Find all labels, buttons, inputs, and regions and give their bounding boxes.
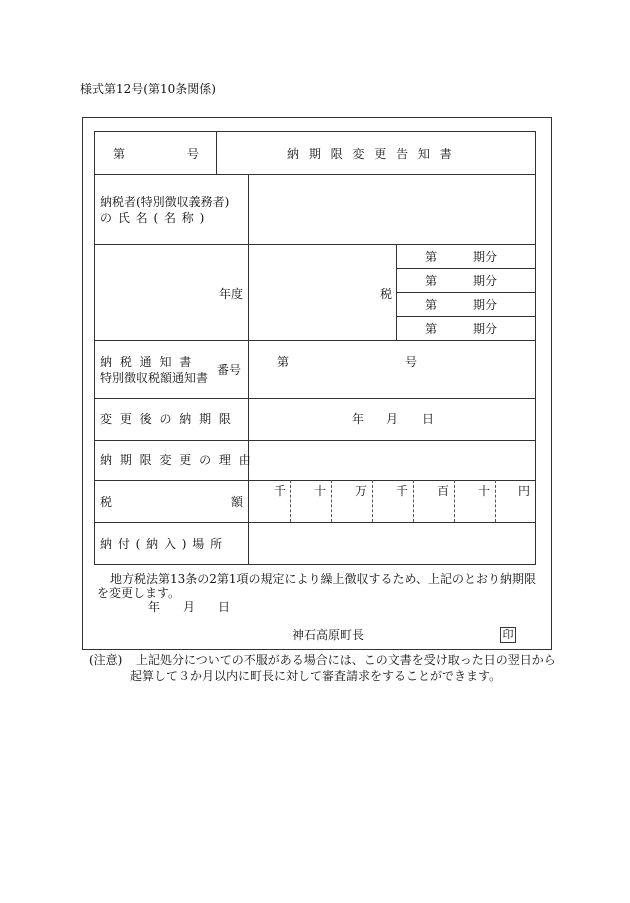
bango-label: 番号: [217, 363, 242, 377]
seal-mark: 印: [500, 627, 516, 643]
digit-separator: [331, 480, 332, 522]
period-1: 第 期分: [425, 250, 498, 264]
period-divider: [396, 316, 536, 317]
taxpayer-label-line1: 納税者(特別徴収義務者): [100, 195, 230, 209]
digit-separator: [413, 480, 414, 522]
period-2: 第 期分: [425, 274, 498, 288]
note-line2: 起算して３か月以内に町長に対して審査請求をすることができます。: [130, 669, 502, 683]
tax-amount-label-left: 税: [100, 495, 113, 509]
deadline-tsuki: 月: [386, 412, 399, 426]
digit-separator: [290, 480, 291, 522]
note-line1: 上記処分についての不服がある場合には、この文書を受け取った日の翌日から: [136, 653, 556, 667]
tax-amount-label-right: 額: [231, 495, 244, 509]
taxpayer-label-line2: の 氏 名 ( 名 称 ): [100, 211, 206, 225]
notice-dai: 第: [277, 355, 290, 369]
row-divider: [94, 522, 536, 523]
unit-jyu-man: 十: [314, 484, 327, 498]
notice-label-line2: 特別徴収税額通知書: [100, 371, 209, 385]
issuer-name: 神石高原町長: [292, 628, 365, 642]
label-column-divider: [248, 174, 249, 565]
number-dai-label: 第: [113, 147, 126, 161]
period-4: 第 期分: [425, 322, 498, 336]
new-deadline-label: 変 更 後 の 納 期 限: [100, 412, 233, 426]
payment-place-label: 納 付 ( 納 入 ) 場 所: [100, 537, 224, 551]
digit-separator: [454, 480, 455, 522]
statement-line1: 地方税法第13条の2第1項の規定により繰上徴収するため、上記のとおり納期限: [110, 572, 537, 586]
period-divider: [396, 292, 536, 293]
row-divider: [94, 340, 536, 341]
period-3: 第 期分: [425, 298, 498, 312]
header-divider: [216, 131, 217, 174]
deadline-nen: 年: [352, 412, 365, 426]
row-divider: [94, 398, 536, 399]
period-divider: [396, 268, 536, 269]
row-divider: [94, 174, 536, 175]
document-title: 納 期 限 変 更 告 知 書: [287, 147, 455, 161]
note-label: (注意): [89, 653, 123, 667]
row-divider: [94, 244, 536, 245]
statement-date-tsuki: 月: [183, 600, 196, 614]
unit-jyu: 十: [478, 484, 491, 498]
digit-separator: [372, 480, 373, 522]
unit-en: 円: [518, 484, 531, 498]
unit-sen: 千: [396, 484, 409, 498]
number-go-label: 号: [187, 147, 200, 161]
unit-man: 万: [355, 484, 368, 498]
deadline-hi: 日: [422, 412, 435, 426]
zei-label: 税: [380, 287, 393, 301]
notice-go: 号: [405, 355, 418, 369]
unit-hyaku: 百: [437, 484, 450, 498]
form-id: 様式第12号(第10条関係): [80, 82, 216, 96]
statement-date-nen: 年: [148, 600, 161, 614]
notice-label-line1: 納 税 通 知 書: [100, 355, 194, 369]
row-divider: [94, 440, 536, 441]
statement-line2: を変更します。: [97, 586, 181, 600]
row-divider: [94, 480, 536, 481]
reason-label: 納 期 限 変 更 の 理 由: [100, 453, 253, 467]
statement-date-hi: 日: [218, 600, 231, 614]
unit-sen-man: 千: [274, 484, 287, 498]
digit-separator: [495, 480, 496, 522]
nendo-label: 年度: [219, 287, 244, 301]
